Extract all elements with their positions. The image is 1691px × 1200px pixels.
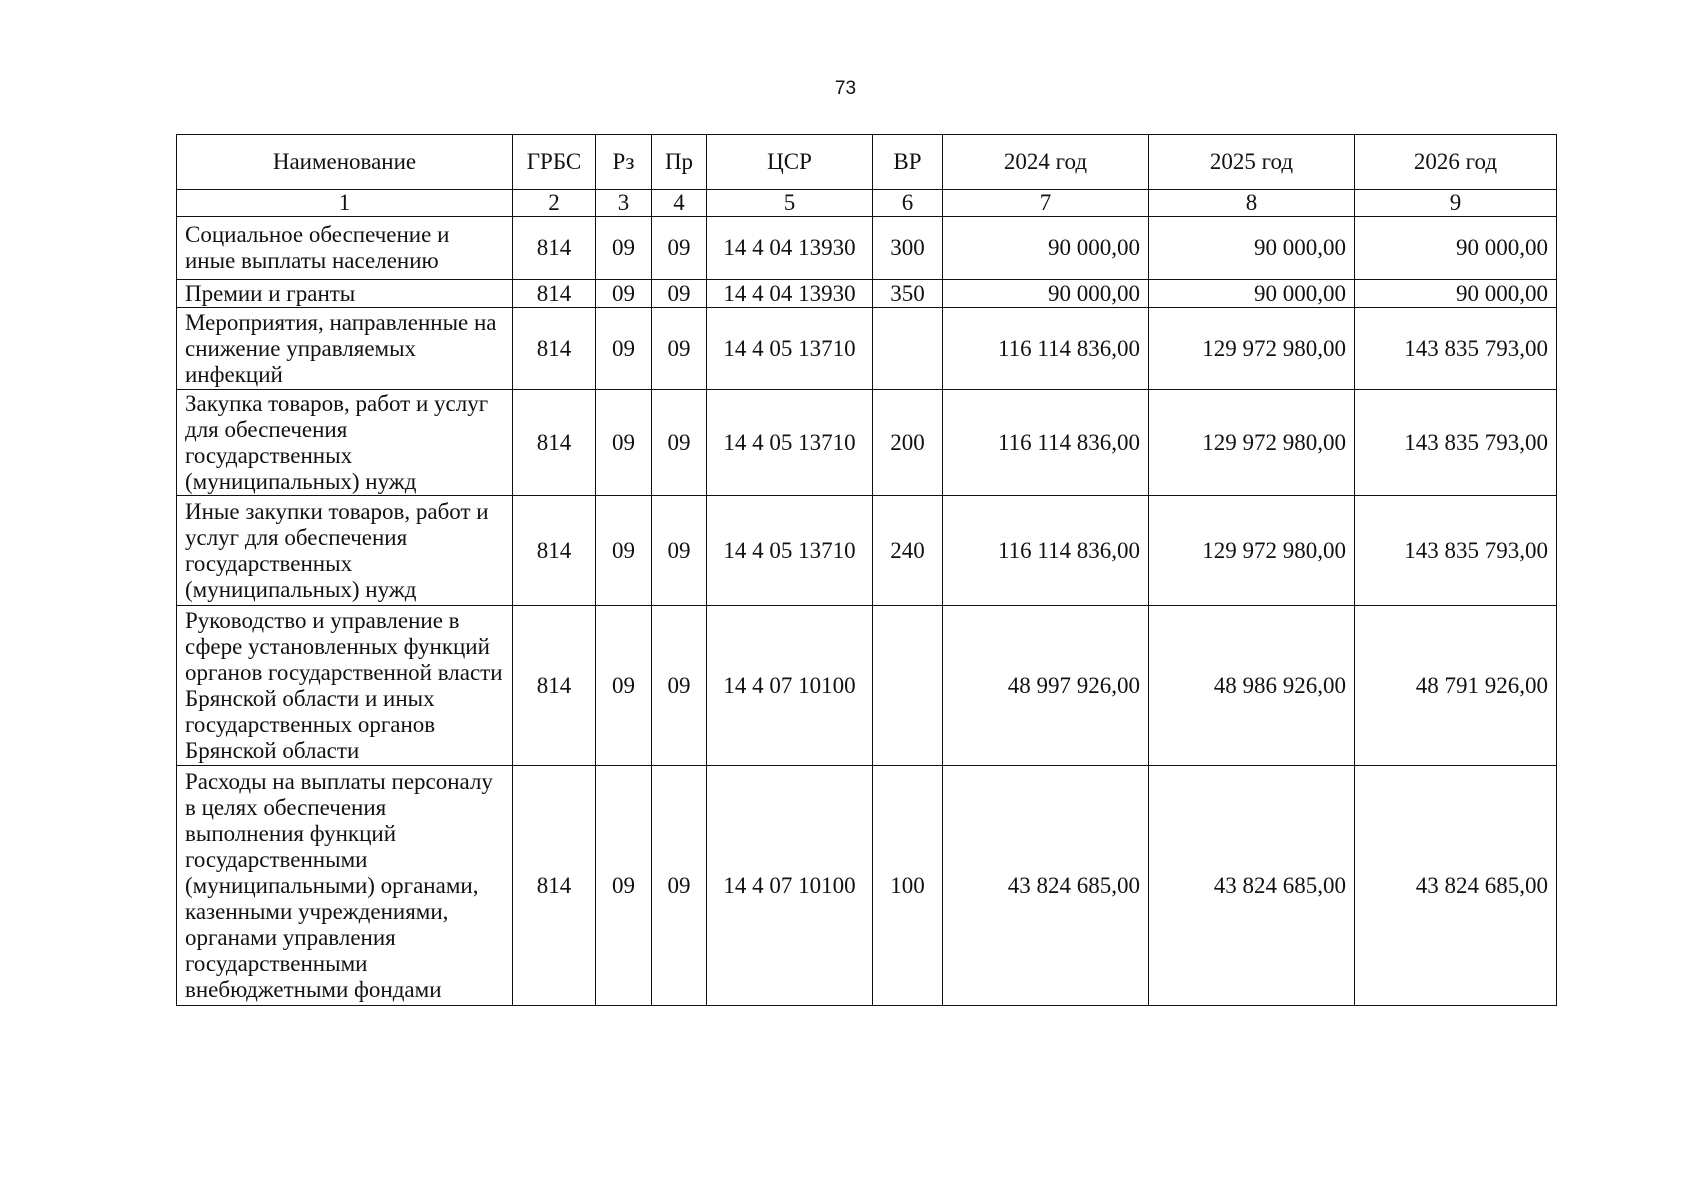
row-grbs: 814 (513, 390, 596, 496)
row-pr: 09 (652, 308, 707, 390)
row-vr: 100 (873, 766, 943, 1006)
row-amount-2024: 90 000,00 (943, 280, 1149, 308)
row-amount-2024: 116 114 836,00 (943, 308, 1149, 390)
column-number: 7 (943, 190, 1149, 217)
row-amount-2026: 43 824 685,00 (1355, 766, 1557, 1006)
row-name: Иные закупки товаров, работ и услуг для обеспечения государственных (муниципальных) нужд (177, 496, 513, 606)
column-number: 3 (596, 190, 652, 217)
row-amount-2026: 143 835 793,00 (1355, 496, 1557, 606)
header-2025: 2025 год (1149, 135, 1355, 190)
row-grbs: 814 (513, 280, 596, 308)
row-vr: 200 (873, 390, 943, 496)
column-number: 4 (652, 190, 707, 217)
row-rz: 09 (596, 280, 652, 308)
table-header (177, 135, 1557, 217)
header-csr: ЦСР (707, 135, 873, 190)
row-amount-2024: 90 000,00 (943, 217, 1149, 280)
column-number: 5 (707, 190, 873, 217)
row-grbs: 814 (513, 308, 596, 390)
header-grbs: ГРБС (513, 135, 596, 190)
row-pr: 09 (652, 766, 707, 1006)
row-pr: 09 (652, 496, 707, 606)
table-row (177, 496, 1557, 606)
column-number: 2 (513, 190, 596, 217)
row-rz: 09 (596, 217, 652, 280)
row-amount-2026: 90 000,00 (1355, 217, 1557, 280)
row-name: Руководство и управление в сфере установленных функций органов государственной власти Брянской области и иных государственных органов Брянской области (177, 606, 513, 766)
row-amount-2025: 48 986 926,00 (1149, 606, 1355, 766)
table-row (177, 217, 1557, 280)
row-name: Социальное обеспечение и иные выплаты населению (177, 217, 513, 280)
row-rz: 09 (596, 390, 652, 496)
header-vr: ВР (873, 135, 943, 190)
row-amount-2025: 43 824 685,00 (1149, 766, 1355, 1006)
header-rz: Рз (596, 135, 652, 190)
row-amount-2024: 43 824 685,00 (943, 766, 1149, 1006)
column-number: 8 (1149, 190, 1355, 217)
row-name: Расходы на выплаты персоналу в целях обеспечения выполнения функций государственными (муниципальными) органами, казенными учреждениями, органами управления государственными внебюджетными фондами (177, 766, 513, 1006)
row-name: Премии и гранты (177, 280, 513, 308)
row-csr: 14 4 05 13710 (707, 496, 873, 606)
row-vr (873, 606, 943, 766)
row-amount-2025: 129 972 980,00 (1149, 308, 1355, 390)
row-amount-2024: 116 114 836,00 (943, 390, 1149, 496)
row-name: Мероприятия, направленные на снижение управляемых инфекций (177, 308, 513, 390)
row-vr: 350 (873, 280, 943, 308)
row-name: Закупка товаров, работ и услуг для обеспечения государственных (муниципальных) нужд (177, 390, 513, 496)
page-number: 73 (834, 78, 857, 99)
budget-table (176, 134, 1557, 1006)
header-row (177, 135, 1557, 190)
row-csr: 14 4 04 13930 (707, 217, 873, 280)
table-row (177, 606, 1557, 766)
row-amount-2025: 129 972 980,00 (1149, 496, 1355, 606)
row-csr: 14 4 04 13930 (707, 280, 873, 308)
table-row (177, 766, 1557, 1006)
row-grbs: 814 (513, 496, 596, 606)
table-row (177, 308, 1557, 390)
header-2024: 2024 год (943, 135, 1149, 190)
row-vr: 300 (873, 217, 943, 280)
row-amount-2025: 129 972 980,00 (1149, 390, 1355, 496)
header-name: Наименование (177, 135, 513, 190)
row-amount-2026: 143 835 793,00 (1355, 308, 1557, 390)
row-pr: 09 (652, 217, 707, 280)
row-grbs: 814 (513, 217, 596, 280)
column-number-row (177, 190, 1557, 217)
row-amount-2024: 48 997 926,00 (943, 606, 1149, 766)
row-amount-2025: 90 000,00 (1149, 217, 1355, 280)
row-amount-2026: 90 000,00 (1355, 280, 1557, 308)
row-vr (873, 308, 943, 390)
row-csr: 14 4 05 13710 (707, 308, 873, 390)
row-csr: 14 4 07 10100 (707, 766, 873, 1006)
row-grbs: 814 (513, 766, 596, 1006)
row-pr: 09 (652, 280, 707, 308)
row-grbs: 814 (513, 606, 596, 766)
column-number: 1 (177, 190, 513, 217)
row-vr: 240 (873, 496, 943, 606)
row-rz: 09 (596, 766, 652, 1006)
column-number: 6 (873, 190, 943, 217)
row-rz: 09 (596, 308, 652, 390)
row-rz: 09 (596, 496, 652, 606)
row-csr: 14 4 07 10100 (707, 606, 873, 766)
header-pr: Пр (652, 135, 707, 190)
row-csr: 14 4 05 13710 (707, 390, 873, 496)
header-2026: 2026 год (1355, 135, 1557, 190)
row-rz: 09 (596, 606, 652, 766)
row-amount-2025: 90 000,00 (1149, 280, 1355, 308)
row-amount-2024: 116 114 836,00 (943, 496, 1149, 606)
row-amount-2026: 143 835 793,00 (1355, 390, 1557, 496)
table-body (177, 217, 1557, 1006)
row-pr: 09 (652, 390, 707, 496)
row-amount-2026: 48 791 926,00 (1355, 606, 1557, 766)
row-pr: 09 (652, 606, 707, 766)
table-row (177, 280, 1557, 308)
column-number: 9 (1355, 190, 1557, 217)
table-row (177, 390, 1557, 496)
